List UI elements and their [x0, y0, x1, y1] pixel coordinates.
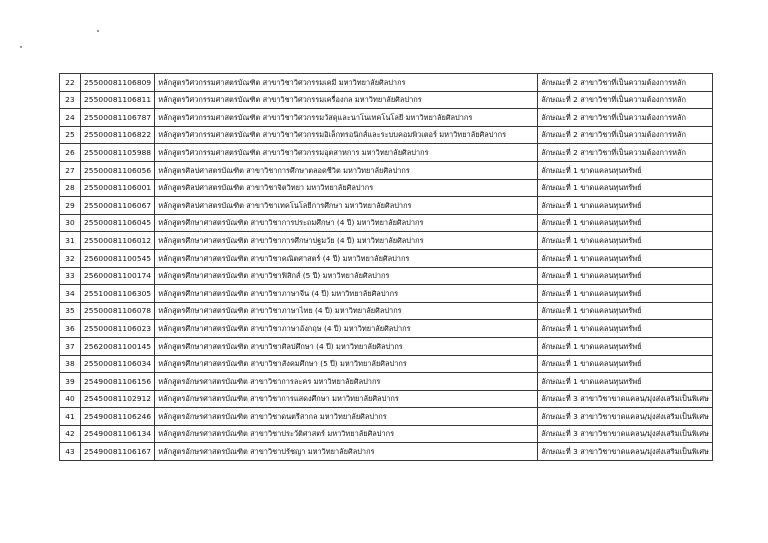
- category-cell: ลักษณะที่ 1 ขาดแคลนทุนทรัพย์: [538, 337, 713, 355]
- course-code-cell: 25620081100145: [81, 337, 155, 355]
- row-number-cell: 28: [60, 179, 81, 197]
- course-name-cell: หลักสูตรวิศวกรรมศาสตรบัณฑิต สาขาวิชาวิศวกรรมเคมี มหาวิทยาลัยศิลปากร: [155, 74, 538, 92]
- row-number-cell: 26: [60, 144, 81, 162]
- course-name-cell: หลักสูตรศึกษาศาสตรบัณฑิต สาขาวิชาภาษาอังกฤษ (4 ปี) มหาวิทยาลัยศิลปากร: [155, 320, 538, 338]
- course-code-cell: 25500081106023: [81, 320, 155, 338]
- category-cell: ลักษณะที่ 3 สาขาวิชาขาดแคลน/มุ่งส่งเสริมเป็นพิเศษ: [538, 443, 713, 461]
- course-code-cell: 25500081106822: [81, 126, 155, 144]
- row-number-cell: 33: [60, 267, 81, 285]
- course-name-cell: หลักสูตรอักษรศาสตรบัณฑิต สาขาวิชาการแสดงศึกษา มหาวิทยาลัยศิลปากร: [155, 390, 538, 408]
- course-name-cell: หลักสูตรศึกษาศาสตรบัณฑิต สาขาวิชาภาษาจีน (4 ปี) มหาวิทยาลัยศิลปากร: [155, 285, 538, 303]
- category-cell: ลักษณะที่ 1 ขาดแคลนทุนทรัพย์: [538, 179, 713, 197]
- category-cell: ลักษณะที่ 1 ขาดแคลนทุนทรัพย์: [538, 249, 713, 267]
- category-cell: ลักษณะที่ 3 สาขาวิชาขาดแคลน/มุ่งส่งเสริมเป็นพิเศษ: [538, 425, 713, 443]
- table-row: [60, 161, 713, 179]
- category-cell: ลักษณะที่ 2 สาขาวิชาที่เป็นความต้องการหลัก: [538, 126, 713, 144]
- category-cell: ลักษณะที่ 1 ขาดแคลนทุนทรัพย์: [538, 285, 713, 303]
- row-number-cell: 40: [60, 390, 81, 408]
- category-cell: ลักษณะที่ 2 สาขาวิชาที่เป็นความต้องการหลัก: [538, 91, 713, 109]
- table-row: [60, 390, 713, 408]
- course-name-cell: หลักสูตรศึกษาศาสตรบัณฑิต สาขาวิชาคณิตศาสตร์ (4 ปี) มหาวิทยาลัยศิลปากร: [155, 249, 538, 267]
- course-code-cell: 25510081106305: [81, 285, 155, 303]
- category-cell: ลักษณะที่ 3 สาขาวิชาขาดแคลน/มุ่งส่งเสริมเป็นพิเศษ: [538, 390, 713, 408]
- course-code-cell: 25500081106811: [81, 91, 155, 109]
- table-row: [60, 144, 713, 162]
- row-number-cell: 36: [60, 320, 81, 338]
- table-row: [60, 109, 713, 127]
- row-number-cell: 32: [60, 249, 81, 267]
- course-table: [59, 73, 713, 461]
- course-code-cell: 25500081106034: [81, 355, 155, 373]
- course-code-cell: 25490081106156: [81, 373, 155, 391]
- row-number-cell: 38: [60, 355, 81, 373]
- table-row: [60, 443, 713, 461]
- row-number-cell: 29: [60, 197, 81, 215]
- course-code-cell: 25500081106001: [81, 179, 155, 197]
- course-code-cell: 25500081105988: [81, 144, 155, 162]
- course-name-cell: หลักสูตรอักษรศาสตรบัณฑิต สาขาวิชาปรัชญา มหาวิทยาลัยศิลปากร: [155, 443, 538, 461]
- course-code-cell: 25450081102912: [81, 390, 155, 408]
- course-code-cell: 25600081100545: [81, 249, 155, 267]
- category-cell: ลักษณะที่ 1 ขาดแคลนทุนทรัพย์: [538, 214, 713, 232]
- category-cell: ลักษณะที่ 3 สาขาวิชาขาดแคลน/มุ่งส่งเสริมเป็นพิเศษ: [538, 408, 713, 426]
- table-row: [60, 355, 713, 373]
- row-number-cell: 24: [60, 109, 81, 127]
- table-row: [60, 197, 713, 215]
- scan-speck: [20, 46, 22, 48]
- table-row: [60, 74, 713, 92]
- row-number-cell: 35: [60, 302, 81, 320]
- category-cell: ลักษณะที่ 2 สาขาวิชาที่เป็นความต้องการหลัก: [538, 144, 713, 162]
- table-row: [60, 337, 713, 355]
- row-number-cell: 42: [60, 425, 81, 443]
- course-name-cell: หลักสูตรศึกษาศาสตรบัณฑิต สาขาวิชาภาษาไทย (4 ปี) มหาวิทยาลัยศิลปากร: [155, 302, 538, 320]
- course-name-cell: หลักสูตรอักษรศาสตรบัณฑิต สาขาวิชาดนตรีสากล มหาวิทยาลัยศิลปากร: [155, 408, 538, 426]
- course-name-cell: หลักสูตรศิลปศาสตรบัณฑิต สาขาวิชาจิตวิทยา มหาวิทยาลัยศิลปากร: [155, 179, 538, 197]
- course-name-cell: หลักสูตรวิศวกรรมศาสตรบัณฑิต สาขาวิชาวิศวกรรมอิเล็กทรอนิกส์และระบบคอมพิวเตอร์ มหาวิทยาลัยศิลปากร: [155, 126, 538, 144]
- table-row: [60, 179, 713, 197]
- course-name-cell: หลักสูตรศึกษาศาสตรบัณฑิต สาขาวิชาสังคมศึกษา (5 ปี) มหาวิทยาลัยศิลปากร: [155, 355, 538, 373]
- course-code-cell: 25500081106012: [81, 232, 155, 250]
- category-cell: ลักษณะที่ 1 ขาดแคลนทุนทรัพย์: [538, 373, 713, 391]
- table-row: [60, 320, 713, 338]
- table-row: [60, 302, 713, 320]
- course-code-cell: 25490081106167: [81, 443, 155, 461]
- category-cell: ลักษณะที่ 1 ขาดแคลนทุนทรัพย์: [538, 232, 713, 250]
- row-number-cell: 43: [60, 443, 81, 461]
- course-name-cell: หลักสูตรวิศวกรรมศาสตรบัณฑิต สาขาวิชาวิศวกรรมอุตสาหการ มหาวิทยาลัยศิลปากร: [155, 144, 538, 162]
- course-code-cell: 25500081106056: [81, 161, 155, 179]
- table-row: [60, 373, 713, 391]
- row-number-cell: 37: [60, 337, 81, 355]
- row-number-cell: 41: [60, 408, 81, 426]
- course-name-cell: หลักสูตรศึกษาศาสตรบัณฑิต สาขาวิชาการประถมศึกษา (4 ปี) มหาวิทยาลัยศิลปากร: [155, 214, 538, 232]
- row-number-cell: 23: [60, 91, 81, 109]
- category-cell: ลักษณะที่ 2 สาขาวิชาที่เป็นความต้องการหลัก: [538, 109, 713, 127]
- table-row: [60, 408, 713, 426]
- course-name-cell: หลักสูตรวิศวกรรมศาสตรบัณฑิต สาขาวิชาวิศวกรรมวัสดุและนาโนเทคโนโลยี มหาวิทยาลัยศิลปากร: [155, 109, 538, 127]
- row-number-cell: 39: [60, 373, 81, 391]
- course-code-cell: 25500081106078: [81, 302, 155, 320]
- table-row: [60, 214, 713, 232]
- course-code-cell: 25490081106134: [81, 425, 155, 443]
- category-cell: ลักษณะที่ 2 สาขาวิชาที่เป็นความต้องการหลัก: [538, 74, 713, 92]
- category-cell: ลักษณะที่ 1 ขาดแคลนทุนทรัพย์: [538, 355, 713, 373]
- table-row: [60, 249, 713, 267]
- category-cell: ลักษณะที่ 1 ขาดแคลนทุนทรัพย์: [538, 197, 713, 215]
- course-name-cell: หลักสูตรศิลปศาสตรบัณฑิต สาขาวิชาเทคโนโลยีการศึกษา มหาวิทยาลัยศิลปากร: [155, 197, 538, 215]
- table-row: [60, 232, 713, 250]
- row-number-cell: 25: [60, 126, 81, 144]
- course-name-cell: หลักสูตรศึกษาศาสตรบัณฑิต สาขาวิชาศิลปศึกษา (4 ปี) มหาวิทยาลัยศิลปากร: [155, 337, 538, 355]
- category-cell: ลักษณะที่ 1 ขาดแคลนทุนทรัพย์: [538, 320, 713, 338]
- category-cell: ลักษณะที่ 1 ขาดแคลนทุนทรัพย์: [538, 267, 713, 285]
- category-cell: ลักษณะที่ 1 ขาดแคลนทุนทรัพย์: [538, 302, 713, 320]
- table-row: [60, 91, 713, 109]
- row-number-cell: 31: [60, 232, 81, 250]
- row-number-cell: 34: [60, 285, 81, 303]
- row-number-cell: 27: [60, 161, 81, 179]
- category-cell: ลักษณะที่ 1 ขาดแคลนทุนทรัพย์: [538, 161, 713, 179]
- course-code-cell: 25600081100174: [81, 267, 155, 285]
- course-name-cell: หลักสูตรวิศวกรรมศาสตรบัณฑิต สาขาวิชาวิศวกรรมเครื่องกล มหาวิทยาลัยศิลปากร: [155, 91, 538, 109]
- course-code-cell: 25490081106246: [81, 408, 155, 426]
- course-name-cell: หลักสูตรศึกษาศาสตรบัณฑิต สาขาวิชาการศึกษาปฐมวัย (4 ปี) มหาวิทยาลัยศิลปากร: [155, 232, 538, 250]
- course-code-cell: 25500081106067: [81, 197, 155, 215]
- scan-speck: [97, 30, 99, 32]
- course-code-cell: 25500081106045: [81, 214, 155, 232]
- table-row: [60, 285, 713, 303]
- course-name-cell: หลักสูตรอักษรศาสตรบัณฑิต สาขาวิชาการละคร มหาวิทยาลัยศิลปากร: [155, 373, 538, 391]
- course-table-body: [60, 74, 713, 461]
- course-name-cell: หลักสูตรศิลปศาสตรบัณฑิต สาขาวิชาการศึกษาตลอดชีวิต มหาวิทยาลัยศิลปากร: [155, 161, 538, 179]
- table-row: [60, 425, 713, 443]
- course-name-cell: หลักสูตรศึกษาศาสตรบัณฑิต สาขาวิชาฟิสิกส์ (5 ปี) มหาวิทยาลัยศิลปากร: [155, 267, 538, 285]
- row-number-cell: 30: [60, 214, 81, 232]
- table-row: [60, 267, 713, 285]
- course-code-cell: 25500081106787: [81, 109, 155, 127]
- course-name-cell: หลักสูตรอักษรศาสตรบัณฑิต สาขาวิชาประวัติศาสตร์ มหาวิทยาลัยศิลปากร: [155, 425, 538, 443]
- row-number-cell: 22: [60, 74, 81, 92]
- table-row: [60, 126, 713, 144]
- course-code-cell: 25500081106809: [81, 74, 155, 92]
